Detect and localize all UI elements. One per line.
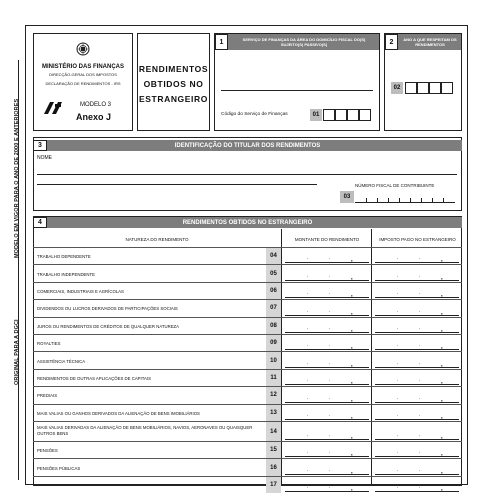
- decimal-separator: ,: [351, 486, 353, 493]
- section-3-title: IDENTIFICAÇÃO DO TITULAR DOS RENDIMENTOS: [33, 140, 462, 151]
- decimal-separator: ,: [441, 292, 443, 299]
- thousands-separator: .: [307, 307, 309, 314]
- thousands-separator: .: [419, 290, 421, 297]
- thousands-separator: .: [419, 411, 421, 418]
- amount-input[interactable]: [285, 355, 369, 367]
- income-row: [33, 247, 462, 264]
- thousands-separator: .: [397, 449, 399, 456]
- thousands-separator: .: [419, 255, 421, 262]
- income-row-code: 11: [266, 370, 281, 386]
- amount-input[interactable]: [285, 303, 369, 315]
- income-row: [33, 386, 462, 403]
- amount-input[interactable]: [285, 390, 369, 402]
- thousands-separator: .: [307, 324, 309, 331]
- tax-paid-input[interactable]: [375, 425, 459, 440]
- tax-paid-input[interactable]: [375, 286, 459, 298]
- thousands-separator: .: [397, 307, 399, 314]
- decimal-separator: ,: [351, 434, 353, 440]
- nif-digit-separator: [366, 198, 367, 203]
- tax-office-box: [214, 33, 380, 131]
- section-4-number: 4: [33, 217, 47, 228]
- year-title: ANO A QUE RESPEITAM OS RENDIMENTOS: [403, 37, 457, 47]
- thousands-separator: .: [307, 432, 309, 438]
- tax-office-name-line: [221, 90, 373, 91]
- income-row-label: COMERCIAIS, INDUSTRIAIS E AGRÍCOLAS: [37, 288, 124, 294]
- tax-paid-input[interactable]: [375, 408, 459, 420]
- thousands-separator: .: [397, 342, 399, 349]
- thousands-separator: .: [419, 342, 421, 349]
- income-row-label: PENSÕES: [37, 448, 58, 454]
- decimal-separator: ,: [441, 434, 443, 440]
- amount-input[interactable]: [285, 321, 369, 333]
- income-row-label: RENDIMENTOS DE OUTRAS APLICAÇÕES DE CAPITAIS: [37, 375, 151, 381]
- name-label: NOME: [37, 155, 52, 161]
- decimal-separator: ,: [351, 292, 353, 299]
- thousands-separator: .: [307, 394, 309, 401]
- amount-input[interactable]: [285, 338, 369, 350]
- thousands-separator: .: [329, 394, 331, 401]
- thousands-separator: .: [419, 307, 421, 314]
- nif-code-badge: 03: [340, 191, 354, 203]
- validity-note: MODELO EM VIGOR PARA O ANO DE 2000 E ANTERIORES: [14, 98, 20, 258]
- income-row-code: 17: [266, 477, 281, 493]
- thousands-separator: .: [397, 272, 399, 279]
- income-row-label: PENSÕES PÚBLICAS: [37, 465, 81, 471]
- income-row-code: 12: [266, 387, 281, 403]
- nif-input[interactable]: [355, 191, 455, 203]
- decimal-separator: ,: [351, 413, 353, 420]
- title-box: [137, 33, 210, 131]
- decimal-separator: ,: [441, 413, 443, 420]
- nif-label: NÚMERO FISCAL DE CONTRIBUINTE: [355, 183, 435, 188]
- income-row-code: 08: [266, 318, 281, 334]
- income-row-code: 13: [266, 405, 281, 421]
- amount-input[interactable]: [285, 425, 369, 440]
- directorate-name: DIRECÇÃO-GERAL DOS IMPOSTOS: [49, 72, 117, 77]
- title-line-3: ESTRANGEIRO: [139, 94, 208, 104]
- decimal-separator: ,: [441, 326, 443, 333]
- decimal-separator: ,: [351, 326, 353, 333]
- decimal-separator: ,: [351, 379, 353, 386]
- income-row-code: 09: [266, 335, 281, 351]
- income-row-code: 10: [266, 352, 281, 368]
- income-row-code: 06: [266, 283, 281, 299]
- tax-paid-input[interactable]: [375, 373, 459, 385]
- col-nature-header: NATUREZA DO RENDIMENTO: [125, 237, 189, 242]
- ministry-box: [33, 33, 133, 131]
- amount-input[interactable]: [285, 373, 369, 385]
- tax-office-code-digit[interactable]: [359, 109, 371, 121]
- thousands-separator: .: [329, 324, 331, 331]
- thousands-separator: .: [307, 290, 309, 297]
- tax-office-code-digit[interactable]: [335, 109, 347, 121]
- box-1-number: 1: [215, 34, 228, 50]
- tax-office-title: SERVIÇO DE FINANÇAS DA ÁREA DO DOMICÍLIO FISCAL DO(S) SUJEITO(S) PASSIVO(S): [242, 37, 366, 47]
- nif-digit-separator: [443, 198, 444, 203]
- nif-digit-separator: [432, 198, 433, 203]
- income-row-code: 07: [266, 300, 281, 316]
- col-tax-header: IMPOSTO PAGO NO ESTRANGEIRO: [379, 237, 456, 242]
- decimal-separator: ,: [441, 468, 443, 475]
- thousands-separator: .: [397, 484, 399, 491]
- ministry-name: MINISTÉRIO DAS FINANÇAS: [41, 64, 124, 70]
- thousands-separator: .: [329, 484, 331, 491]
- tax-office-code-label: Código do Serviço de Finanças: [221, 112, 288, 117]
- decimal-separator: ,: [441, 309, 443, 316]
- tax-paid-input[interactable]: [375, 251, 459, 263]
- thousands-separator: .: [419, 324, 421, 331]
- tax-paid-input[interactable]: [375, 390, 459, 402]
- decimal-separator: ,: [351, 274, 353, 281]
- thousands-separator: .: [329, 466, 331, 473]
- amount-input[interactable]: [285, 462, 369, 474]
- dgci-logo-icon: [42, 100, 64, 116]
- thousands-separator: .: [329, 255, 331, 262]
- decimal-separator: ,: [441, 486, 443, 493]
- thousands-separator: .: [397, 394, 399, 401]
- income-row-label: TRABALHO DEPENDENTE: [37, 254, 91, 260]
- thousands-separator: .: [307, 484, 309, 491]
- thousands-separator: .: [307, 359, 309, 366]
- income-row-code: 15: [266, 442, 281, 458]
- tax-paid-input[interactable]: [375, 338, 459, 350]
- thousands-separator: .: [329, 377, 331, 384]
- thousands-separator: .: [397, 290, 399, 297]
- section-4-title: RENDIMENTOS OBTIDOS NO ESTRANGEIRO: [33, 217, 462, 228]
- income-row: [33, 282, 462, 299]
- nif-digit-separator: [421, 198, 422, 203]
- decimal-separator: ,: [351, 451, 353, 458]
- thousands-separator: .: [329, 290, 331, 297]
- income-row: [33, 351, 462, 368]
- tax-paid-input[interactable]: [375, 321, 459, 333]
- thousands-separator: .: [307, 377, 309, 384]
- year-code-badge: 02: [391, 82, 403, 94]
- thousands-separator: .: [419, 359, 421, 366]
- income-row: [33, 299, 462, 316]
- year-box: [384, 33, 462, 131]
- amount-input[interactable]: [285, 408, 369, 420]
- declaration-name: DECLARAÇÃO DE RENDIMENTOS - IRS: [45, 81, 121, 86]
- thousands-separator: .: [397, 411, 399, 418]
- thousands-separator: .: [329, 307, 331, 314]
- thousands-separator: .: [329, 359, 331, 366]
- thousands-separator: .: [397, 324, 399, 331]
- model-label: MODELO 3: [80, 102, 112, 108]
- year-digit[interactable]: [441, 82, 453, 94]
- thousands-separator: .: [419, 272, 421, 279]
- thousands-separator: .: [329, 449, 331, 456]
- decimal-separator: ,: [441, 361, 443, 368]
- thousands-separator: .: [307, 449, 309, 456]
- tax-paid-input[interactable]: [375, 303, 459, 315]
- income-row-code: 14: [266, 422, 281, 441]
- income-row-label: ROYALTIES: [37, 341, 61, 347]
- decimal-separator: ,: [351, 309, 353, 316]
- tax-paid-input[interactable]: [375, 480, 459, 492]
- thousands-separator: .: [419, 449, 421, 456]
- decimal-separator: ,: [441, 379, 443, 386]
- nif-digit-separator: [410, 198, 411, 203]
- name-field-line-1[interactable]: [37, 174, 457, 175]
- income-row: [33, 458, 462, 475]
- income-row-label: TRABALHO INDEPENDENTE: [37, 271, 96, 277]
- thousands-separator: .: [307, 466, 309, 473]
- decimal-separator: ,: [351, 361, 353, 368]
- amount-input[interactable]: [285, 268, 369, 280]
- original-note: ORIGINAL PARA A DGCI: [14, 319, 20, 385]
- income-row-label: DIVIDENDOS OU LUCROS DERIVADOS DE PARTICIPAÇÕES SOCIAIS: [37, 306, 178, 312]
- title-line-2: OBTIDOS NO: [143, 79, 204, 89]
- income-row-code: 04: [266, 248, 281, 264]
- decimal-separator: ,: [441, 257, 443, 264]
- thousands-separator: .: [397, 432, 399, 438]
- thousands-separator: .: [307, 272, 309, 279]
- title-line-1: RENDIMENTOS: [138, 64, 209, 74]
- income-row: [33, 369, 462, 386]
- income-row: [33, 264, 462, 281]
- income-row-label: MAIS VALIAS DERIVADAS DA ALIENAÇÃO DE BENS MOBILIÁRIOS, NAVIOS, AERONAVES OU QUAISQUER OUTROS BENS: [37, 425, 253, 436]
- income-row: [33, 476, 462, 493]
- decimal-separator: ,: [441, 396, 443, 403]
- annex-label: Anexo J: [76, 112, 112, 122]
- income-row: [33, 421, 462, 441]
- income-row: [33, 334, 462, 351]
- thousands-separator: .: [329, 342, 331, 349]
- decimal-separator: ,: [351, 468, 353, 475]
- thousands-separator: .: [419, 432, 421, 438]
- nif-digit-separator: [399, 198, 400, 203]
- nif-digit-separator: [388, 198, 389, 203]
- tax-office-code-digit[interactable]: [347, 109, 359, 121]
- tax-paid-input[interactable]: [375, 445, 459, 457]
- amount-input[interactable]: [285, 445, 369, 457]
- decimal-separator: ,: [441, 451, 443, 458]
- thousands-separator: .: [397, 359, 399, 366]
- thousands-separator: .: [307, 255, 309, 262]
- col-amount-header: MONTANTE DO RENDIMENTO: [294, 237, 360, 242]
- tax-paid-input[interactable]: [375, 462, 459, 474]
- tax-paid-input[interactable]: [375, 268, 459, 280]
- thousands-separator: .: [419, 377, 421, 384]
- tax-office-code-badge: 01: [310, 109, 322, 121]
- income-row-code: 16: [266, 459, 281, 475]
- tax-paid-input[interactable]: [375, 355, 459, 367]
- thousands-separator: .: [307, 411, 309, 418]
- tax-office-code-digit[interactable]: [323, 109, 335, 121]
- thousands-separator: .: [419, 394, 421, 401]
- income-row-label: PREDIAIS: [37, 393, 58, 399]
- decimal-separator: ,: [351, 396, 353, 403]
- thousands-separator: .: [329, 432, 331, 438]
- decimal-separator: ,: [441, 344, 443, 351]
- income-row: [33, 441, 462, 458]
- year-digit[interactable]: [429, 82, 441, 94]
- income-row-label: ASSISTÊNCIA TÉCNICA: [37, 358, 86, 364]
- nif-digit-separator: [377, 198, 378, 203]
- section-3-number: 3: [33, 140, 47, 151]
- coat-of-arms-icon: [76, 42, 90, 56]
- decimal-separator: ,: [351, 344, 353, 351]
- year-digit[interactable]: [405, 82, 417, 94]
- income-row: [33, 404, 462, 421]
- income-row-label: MAIS VALIAS OU GANHOS DERIVADOS DA ALIENAÇÃO DE BENS IMOBILIÁRIOS: [37, 410, 200, 416]
- income-row-code: 05: [266, 265, 281, 281]
- amount-input[interactable]: [285, 251, 369, 263]
- amount-input[interactable]: [285, 286, 369, 298]
- thousands-separator: .: [397, 255, 399, 262]
- thousands-separator: .: [329, 272, 331, 279]
- thousands-separator: .: [419, 466, 421, 473]
- thousands-separator: .: [307, 342, 309, 349]
- thousands-separator: .: [397, 466, 399, 473]
- thousands-separator: .: [329, 411, 331, 418]
- amount-input[interactable]: [285, 480, 369, 492]
- decimal-separator: ,: [351, 257, 353, 264]
- income-row-label: JUROS OU RENDIMENTOS DE CRÉDITOS DE QUALQUER NATUREZA: [37, 323, 180, 329]
- thousands-separator: .: [397, 377, 399, 384]
- thousands-separator: .: [419, 484, 421, 491]
- income-row: [33, 317, 462, 334]
- decimal-separator: ,: [441, 274, 443, 281]
- name-field-line-2[interactable]: [37, 184, 317, 185]
- year-digit[interactable]: [417, 82, 429, 94]
- box-2-number: 2: [385, 34, 398, 50]
